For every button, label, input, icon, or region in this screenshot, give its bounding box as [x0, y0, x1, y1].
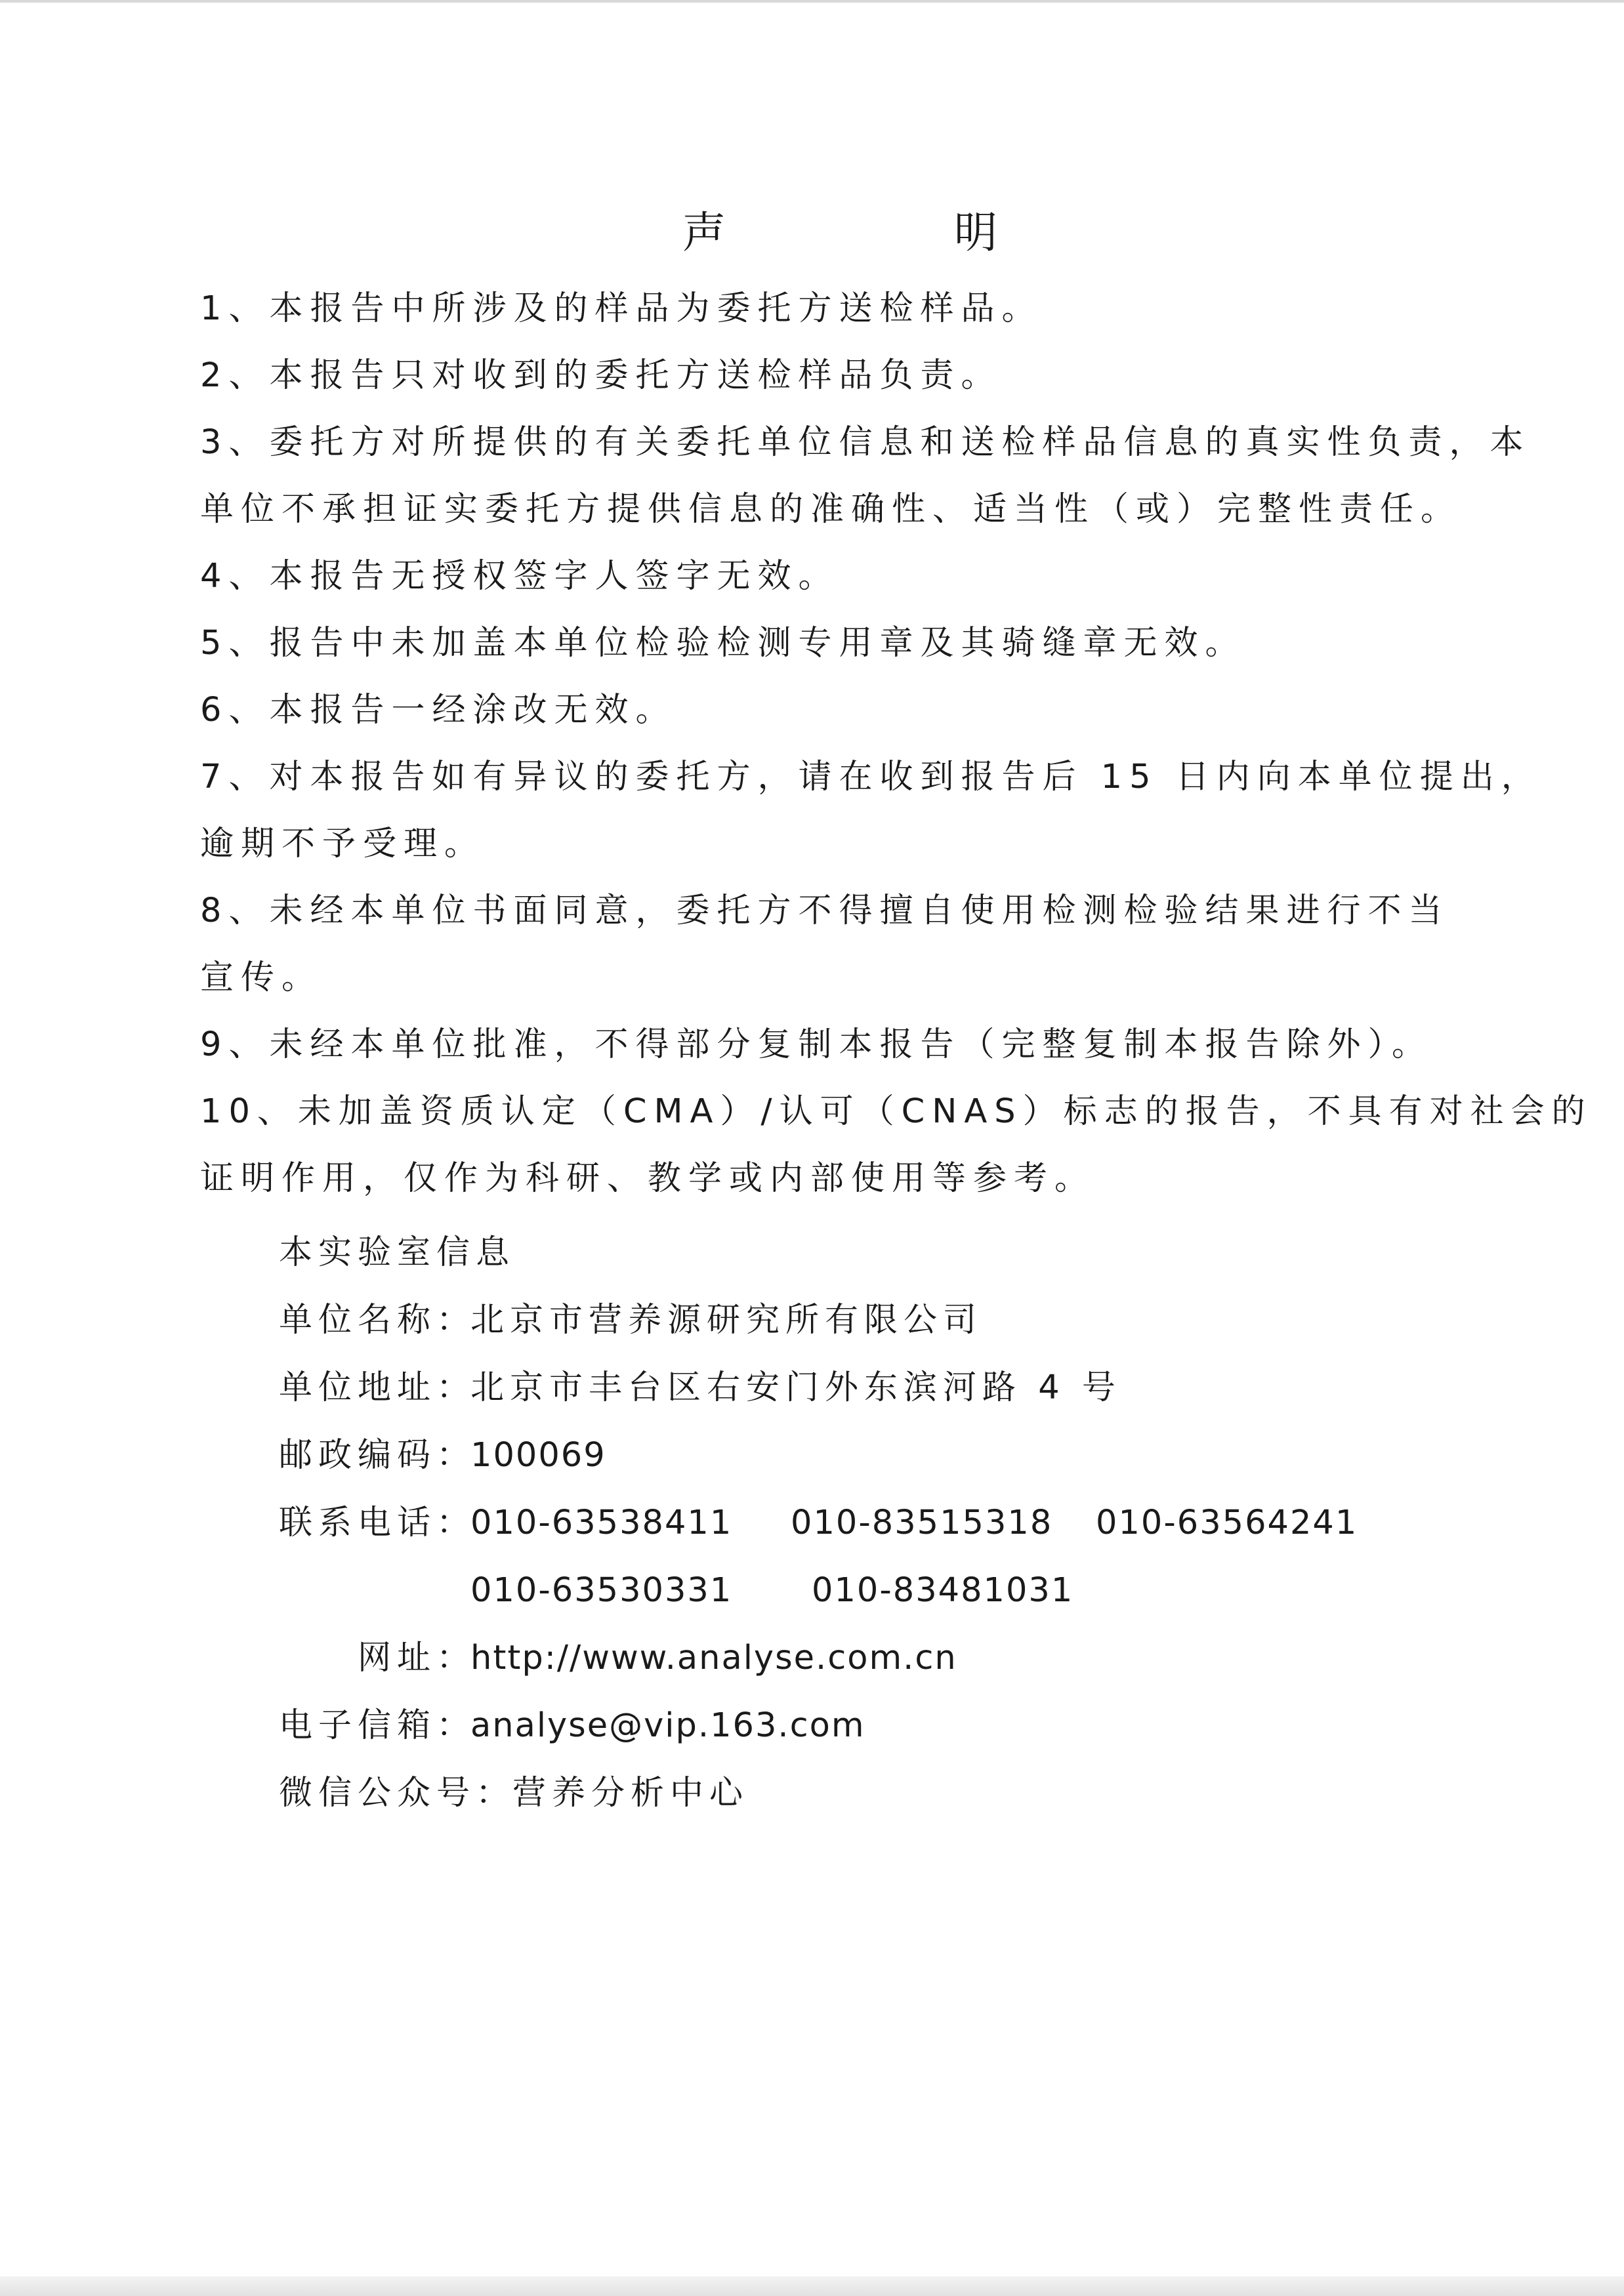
lab-website-label: 网址： — [358, 1639, 476, 1677]
statement-text: 2、本报告只对收到的委托方送检样品负责。 — [200, 356, 1002, 395]
lab-email-row — [279, 1692, 1460, 1759]
statement-text: 1、本报告中所涉及的样品为委托方送检样品。 — [200, 289, 1043, 328]
statement-list — [200, 276, 1593, 1212]
lab-address-value: 北京市丰台区右安门外东滨河路 4 号 — [470, 1368, 1121, 1407]
lab-info-heading-row — [279, 1219, 1460, 1286]
statement-item — [200, 276, 1460, 342]
lab-info-section — [279, 1219, 1460, 1827]
lab-email-label: 电子信箱： — [279, 1706, 476, 1745]
statement-text: 8、未经本单位书面同意，委托方不得擅自使用检测检验结果进行不当 — [200, 892, 1449, 930]
lab-postcode-value: 100069 — [470, 1436, 606, 1475]
phone-number: 010-83481031 — [812, 1571, 1074, 1610]
statement-text: 6、本报告一经涂改无效。 — [200, 691, 677, 729]
title-char-right: 明 — [954, 207, 997, 258]
page-title — [682, 200, 997, 266]
lab-address-row — [279, 1354, 1460, 1422]
statement-text: 7、对本报告如有异议的委托方，请在收到报告后 15 日内向本单位提出， — [200, 758, 1542, 796]
lab-info-heading: 本实验室信息 — [279, 1233, 516, 1272]
lab-wechat-label: 微信公众号： — [279, 1774, 516, 1813]
phone-number: 010-63530331 — [470, 1571, 733, 1610]
statement-item — [200, 1078, 1593, 1212]
lab-name-value: 北京市营养源研究所有限公司 — [470, 1301, 983, 1340]
statement-text: 4、本报告无授权签字人签字无效。 — [200, 557, 839, 596]
lab-website-value: http://www.analyse.com.cn — [470, 1639, 957, 1677]
lab-website-row — [279, 1624, 1460, 1692]
scan-edge-top — [0, 0, 1624, 3]
statement-continuation: 单位不承担证实委托方提供信息的准确性、适当性（或）完整性责任。 — [200, 490, 1462, 529]
statement-text: 9、未经本单位批准，不得部分复制本报告（完整复制本报告除外）。 — [200, 1025, 1432, 1064]
phone-number: 010-83515318 — [791, 1504, 1053, 1542]
lab-phone-row — [279, 1489, 1460, 1557]
lab-phone-row-2 — [279, 1557, 1460, 1624]
statement-item — [200, 409, 1531, 543]
lab-name-row — [279, 1286, 1460, 1354]
statement-item — [200, 677, 1460, 744]
statement-text: 3、委托方对所提供的有关委托单位信息和送检样品信息的真实性负责，本 — [200, 423, 1531, 462]
scan-edge-bottom — [0, 2276, 1624, 2296]
statement-item — [200, 342, 1460, 409]
title-char-left: 声 — [682, 207, 726, 258]
statement-continuation: 宣传。 — [200, 958, 323, 997]
statement-continuation: 逾期不予受理。 — [200, 825, 486, 863]
lab-wechat-row — [279, 1759, 1460, 1827]
lab-postcode-label: 邮政编码： — [279, 1436, 476, 1475]
phone-number: 010-63564241 — [1096, 1504, 1358, 1542]
statement-text: 10、未加盖资质认定（CMA）/认可（CNAS）标志的报告，不具有对社会的 — [200, 1092, 1593, 1131]
lab-email-value: analyse@vip.163.com — [470, 1706, 865, 1745]
statement-item — [200, 543, 1460, 610]
statement-item — [200, 1012, 1460, 1078]
lab-phone-label: 联系电话： — [279, 1504, 476, 1542]
lab-address-label: 单位地址： — [279, 1368, 476, 1407]
lab-wechat-value: 营养分析中心 — [512, 1774, 749, 1813]
lab-name-label: 单位名称： — [279, 1301, 476, 1340]
statement-item — [200, 610, 1460, 677]
statement-text: 5、报告中未加盖本单位检验检测专用章及其骑缝章无效。 — [200, 624, 1246, 663]
phone-number: 010-63538411 — [470, 1504, 733, 1542]
lab-postcode-row — [279, 1422, 1460, 1489]
statement-continuation: 证明作用，仅作为科研、教学或内部使用等参考。 — [200, 1159, 1096, 1198]
statement-item — [200, 878, 1460, 1012]
statement-item — [200, 744, 1542, 878]
